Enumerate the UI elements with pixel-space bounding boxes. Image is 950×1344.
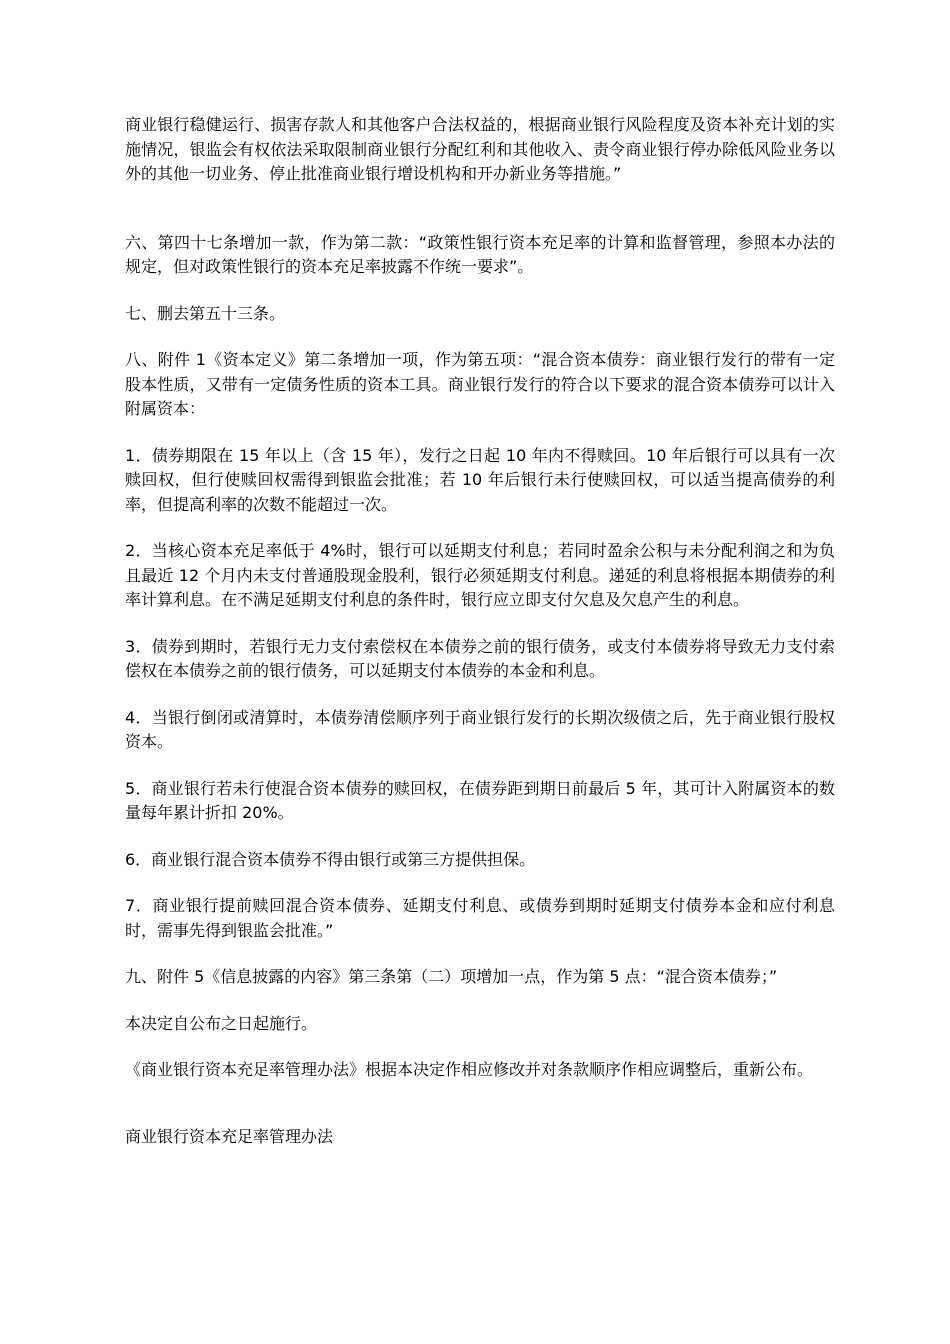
document-body [125, 113, 835, 1149]
paragraph-subitem-1: 1．债券期限在 15 年以上（含 15 年），发行之日起 10 年内不得赎回。10 年后银行可以具有一次赎回权，但行使赎回权需得到银监会批准；若 10 年后银行未行使赎回权，可以适当提高债券的利率，但提高利率的次数不能超过一次。 [125, 445, 835, 514]
paragraph-subitem-5: 5．商业银行若未行使混合资本债券的赎回权，在债券距到期日前最后 5 年，其可计入附属资本的数量每年累计折扣 20%。 [125, 778, 835, 822]
paragraph-subitem-7: 7．商业银行提前赎回混合资本债券、延期支付利息、或债券到期时延期支付债券本金和应付利息时，需事先得到银监会批准。” [125, 896, 835, 940]
paragraph-republish: 《商业银行资本充足率管理办法》根据本决定作相应修改并对条款顺序作相应调整后，重新公布。 [125, 1060, 814, 1079]
paragraph-item-9: 九、附件 5《信息披露的内容》第三条第（二）项增加一点，作为第 5 点：“混合资本债券；” [125, 967, 778, 986]
closing-title: 商业银行资本充足率管理办法 [125, 1126, 334, 1146]
paragraph-continuation: 商业银行稳健运行、损害存款人和其他客户合法权益的，根据商业银行风险程度及资本补充计划的实施情况，银监会有权依法采取限制商业银行分配红利和其他收入、责令商业银行停办除低风险业务以外的其他一切业务、停止批准商业银行增设机构和开办新业务等措施。” [125, 115, 835, 183]
paragraph-subitem-4: 4．当银行倒闭或清算时，本债券清偿顺序列于商业银行发行的长期次级债之后，先于商业银行股权资本。 [125, 707, 835, 751]
paragraph-item-6: 六、第四十七条增加一款，作为第二款：“政策性银行资本充足率的计算和监督管理，参照本办法的规定，但对政策性银行的资本充足率披露不作统一要求”。 [125, 232, 835, 276]
paragraph-subitem-3: 3．债券到期时，若银行无力支付索偿权在本债券之前的银行债务，或支付本债券将导致无力支付索偿权在本债券之前的银行债务，可以延期支付本债券的本金和利息。 [125, 636, 835, 680]
paragraph-subitem-2: 2．当核心资本充足率低于 4%时，银行可以延期支付利息；若同时盈余公积与未分配利润之和为负且最近 12 个月内未支付普通股现金股利，银行必须延期支付利息。递延的利息将根据本期债券的利率计算利息。在不满足延期支付利息的条件时，银行应立即支付欠息及欠息产生的利息。 [125, 541, 835, 609]
paragraph-item-7: 七、删去第五十三条。 [125, 303, 286, 323]
paragraph-item-8: 八、附件 1《资本定义》第二条增加一项，作为第五项：“混合资本债券：商业银行发行的带有一定股本性质，又带有一定债务性质的资本工具。商业银行发行的符合以下要求的混合资本债券可以计入附属资本： [125, 350, 835, 418]
paragraph-subitem-6: 6．商业银行混合资本债券不得由银行或第三方提供担保。 [125, 849, 536, 869]
paragraph-effective-date: 本决定自公布之日起施行。 [125, 1013, 318, 1033]
